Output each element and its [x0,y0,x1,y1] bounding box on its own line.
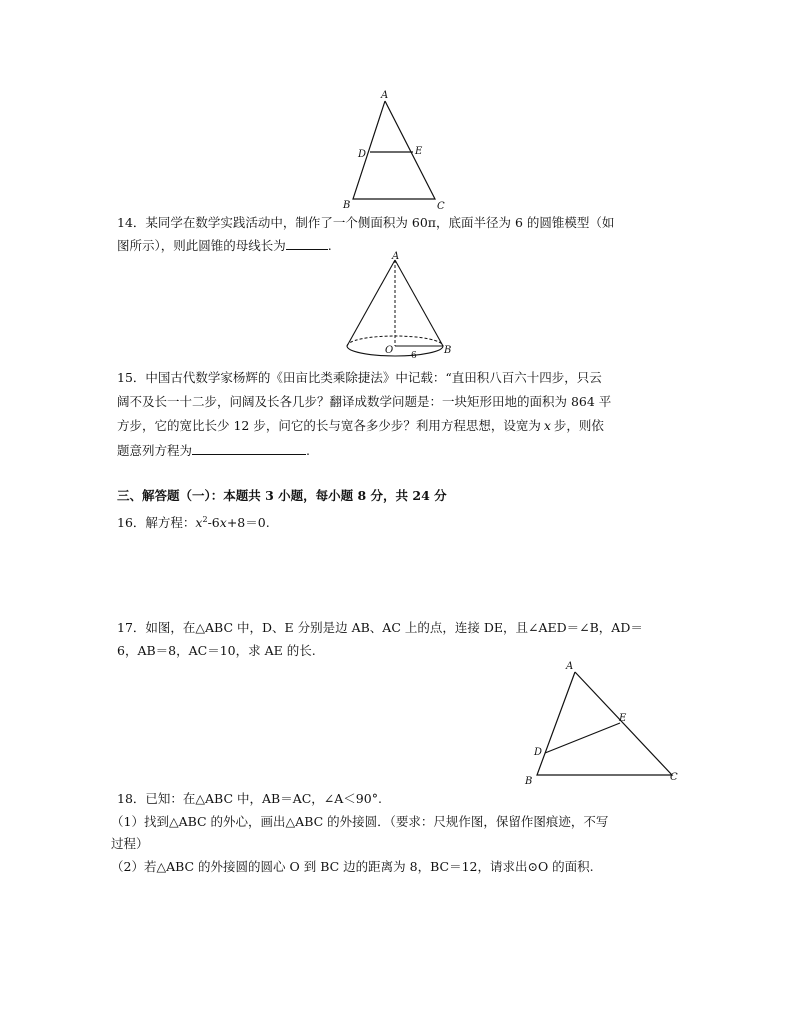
q18-text-1: 已知：在△ABC 中，AB＝AC，∠A＜90°. [145,791,382,806]
q14-text-1: 某同学在数学实践活动中，制作了一个侧面积为 60π，底面半径为 6 的圆锥模型（如 [145,215,615,230]
q15-answer-blank[interactable] [192,443,306,455]
q17-number: 17． [117,620,146,635]
segment-de [545,723,620,753]
q17-line2 [117,643,316,659]
triangle-de-figure [335,88,455,213]
q18-number: 18． [117,791,146,806]
q16-eq-exponent: 2 [202,515,208,524]
q14-answer-blank[interactable] [286,238,328,250]
q16-eq-x2: x [219,515,227,531]
cone-figure [340,250,455,360]
q16-number: 16． [117,515,146,531]
triangle-abc-outline [537,672,672,775]
q14-line2 [117,238,332,254]
label-o: O [385,345,394,356]
q14-number: 14． [117,215,146,230]
q18-part1-line1: （1）找到△ABC 的外心，画出△ABC 的外接圆．（要求：尺规作图，保留作图痕迹，不写 [111,814,609,829]
q17-line1 [117,620,643,636]
section-3-heading: 三、解答题（一）：本题共 3 小题，每小题 8 分，共 24 分 [117,488,447,503]
q16-prompt: 解方程： [145,515,196,531]
cone-left-slant [347,260,395,346]
q15-number: 15． [117,370,146,385]
q17-text-2: 6，AB＝8，AC＝10，求 AE 的长. [117,643,316,658]
q15-line3 [117,418,604,434]
label-b: B [343,200,351,211]
q15-text-1: 中国古代数学家杨辉的《田亩比类乘除捷法》中记载：“直田积八百六十四步，只云 [145,370,602,385]
q15-text-3: 方步，它的宽比长少 12 步，问它的长与宽各多少步？利用方程思想，设宽为 [117,418,541,433]
q15-period: . [306,443,310,458]
label-d: D [358,149,367,160]
label-b: B [444,345,452,356]
q16-eq-x: x [195,515,203,531]
q15-variable-x: x [543,418,551,433]
label-b: B [525,776,533,786]
q15-line2 [117,394,611,410]
label-six: 6 [411,351,417,360]
triangle-ade-figure [520,658,685,786]
label-e: E [415,146,423,157]
q15-line1 [117,370,602,386]
q15-text-2: 阔不及长一十二步，问阔及长各几步？翻译成数学问题是：一块矩形田地的面积为 864 平 [117,394,612,409]
q16-eq-coef: -6 [207,515,220,531]
label-c: C [437,201,445,212]
q15-line4 [117,443,310,459]
q15-text-4: 题意列方程为 [117,443,193,458]
label-a: A [381,90,389,101]
q18-line1 [117,791,382,807]
label-d: D [534,747,543,758]
cone-right-slant [395,260,443,346]
q18-part2: （2）若△ABC 的外接圆的圆心 O 到 BC 边的距离为 8，BC＝12，请求出⊙O 的面积. [111,859,594,874]
q14-line1 [117,215,614,231]
q14-text-2: 图所示），则此圆锥的母线长为 [117,238,286,253]
q14-period: . [327,238,332,253]
label-a: A [566,661,574,672]
q17-text-1: 如图，在△ABC 中，D、E 分别是边 AB、AC 上的点，连接 DE，且∠AED＝∠B，AD＝ [145,620,643,635]
q18-part1-line2: 过程） [111,836,149,851]
label-c: C [670,772,678,783]
cone-base-front [347,346,443,356]
q15-text-3b: 步，则依 [553,418,604,433]
label-a: A [392,251,400,262]
q16-line [117,512,270,531]
q16-eq-rest: +8＝0. [226,515,270,531]
label-e: E [619,713,627,724]
